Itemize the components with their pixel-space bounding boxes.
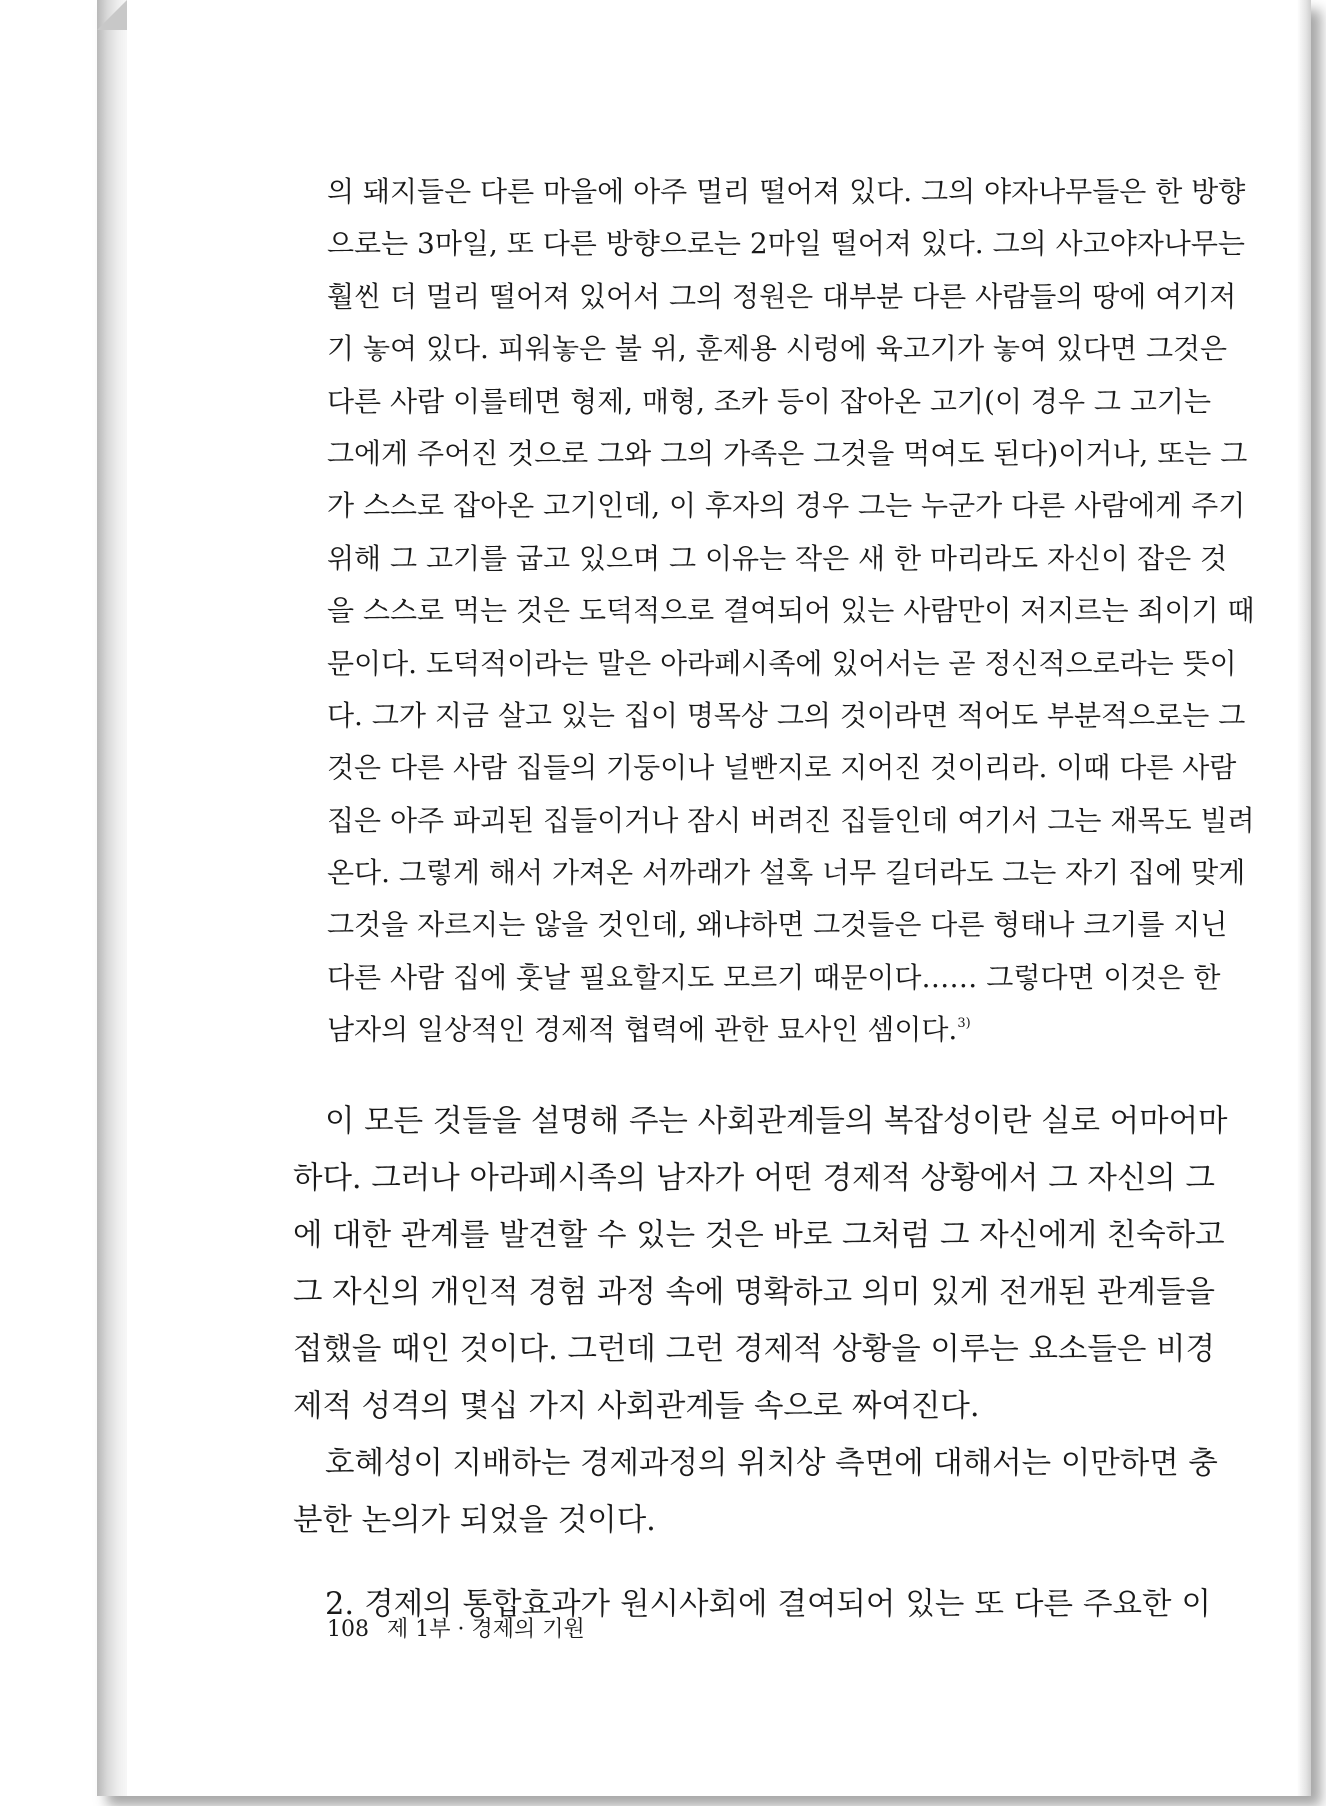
quote-line: 다른 사람 집에 훗날 필요할지도 모르기 때문이다…… 그렇다면 이것은 한 — [327, 960, 1221, 994]
quote-line: 으로는 3마일, 또 다른 방향으로는 2마일 떨어져 있다. 그의 사고야자나무는 — [327, 227, 1245, 261]
quote-line: 문이다. 도덕적이라는 말은 아라페시족에 있어서는 곧 정신적으로라는 뜻이 — [327, 646, 1237, 680]
quote-line: 그것을 자르지는 않을 것인데, 왜냐하면 그것들은 다른 형태나 크기를 지닌 — [327, 908, 1228, 942]
block-quote — [193, 166, 1255, 1057]
quote-line: 훨씬 더 멀리 떨어져 있어서 그의 정원은 대부분 다른 사람들의 땅에 여기저 — [327, 279, 1237, 313]
quote-line: 온다. 그렇게 해서 가져온 서까래가 설혹 너무 길더라도 그는 자기 집에 맞게 — [327, 856, 1246, 890]
page-edge — [1297, 0, 1311, 1796]
quote-line: 집은 아주 파괴된 집들이거나 잠시 버려진 집들인데 여기서 그는 재목도 빌려 — [327, 803, 1255, 837]
paragraph-1 — [193, 1093, 1228, 1435]
footnote-marker: 3) — [957, 1016, 971, 1032]
paragraph-2 — [193, 1435, 1218, 1549]
quote-line: 을 스스로 먹는 것은 도덕적으로 결여되어 있는 사람만이 저지르는 죄이기 때 — [327, 594, 1255, 628]
quote-line: 그에게 주어진 것으로 그와 그의 가족은 그것을 먹여도 된다)이거나, 또는 그 — [327, 436, 1248, 470]
page-number: 108 — [327, 1617, 369, 1642]
paragraph-line: 하다. 그러나 아라페시족의 남자가 어떤 경제적 상황에서 그 자신의 그 — [293, 1160, 1215, 1196]
quote-line: 것은 다른 사람 집들의 기둥이나 널빤지로 지어진 것이리라. 이때 다른 사람 — [327, 751, 1237, 785]
paragraph-line: 에 대한 관계를 발견할 수 있는 것은 바로 그처럼 그 자신에게 친숙하고 — [293, 1217, 1225, 1253]
paragraph-line: 접했을 때인 것이다. 그런데 그런 경제적 상황을 이루는 요소들은 비경 — [293, 1331, 1215, 1367]
quote-line: 다. 그가 지금 살고 있는 집이 명목상 그의 것이라면 적어도 부분적으로는 그 — [327, 698, 1246, 732]
spacer — [193, 1057, 1211, 1093]
paragraph-line: 그 자신의 개인적 경험 과정 속에 명확하고 의미 있게 전개된 관계들을 — [293, 1274, 1215, 1310]
quote-line: 다른 사람 이를테면 형제, 매형, 조카 등이 잡아온 고기(이 경우 그 고기는 — [327, 384, 1211, 418]
paragraph-line: 이 모든 것들을 설명해 주는 사회관계들의 복잡성이란 실로 어마어마 — [325, 1103, 1228, 1139]
paragraph-line: 제적 성격의 몇십 가지 사회관계들 속으로 짜여진다. — [293, 1388, 980, 1424]
page-footer — [327, 1612, 585, 1643]
book-spine — [97, 0, 127, 1796]
paragraph-line: 호혜성이 지배하는 경제과정의 위치상 측면에 대해서는 이만하면 충 — [325, 1445, 1218, 1481]
paragraph-line: 분한 논의가 되었을 것이다. — [293, 1502, 656, 1538]
spine-corner — [97, 0, 127, 30]
page-text — [193, 166, 1255, 1633]
quote-line: 의 돼지들은 다른 마을에 아주 멀리 떨어져 있다. 그의 야자나무들은 한 방향 — [327, 175, 1246, 208]
quote-line: 기 놓여 있다. 피워놓은 불 위, 훈제용 시렁에 육고기가 놓여 있다면 그것은 — [327, 332, 1228, 366]
running-header-section: 제 1부 · 경제의 기원 — [387, 1617, 585, 1642]
quote-line: 가 스스로 잡아온 고기인데, 이 후자의 경우 그는 누군가 다른 사람에게 주기 — [327, 489, 1246, 523]
spacer — [193, 1549, 1211, 1576]
quote-line-last — [327, 1004, 1211, 1056]
quote-line-text: 남자의 일상적인 경제적 협력에 관한 묘사인 셈이다. — [327, 1013, 958, 1047]
paragraph-line: 2. 경제의 통합효과가 원시사회에 결여되어 있는 또 다른 주요한 이 — [325, 1586, 1211, 1622]
quote-line: 위해 그 고기를 굽고 있으며 그 이유는 작은 새 한 마리라도 자신이 잡은 것 — [327, 541, 1228, 575]
